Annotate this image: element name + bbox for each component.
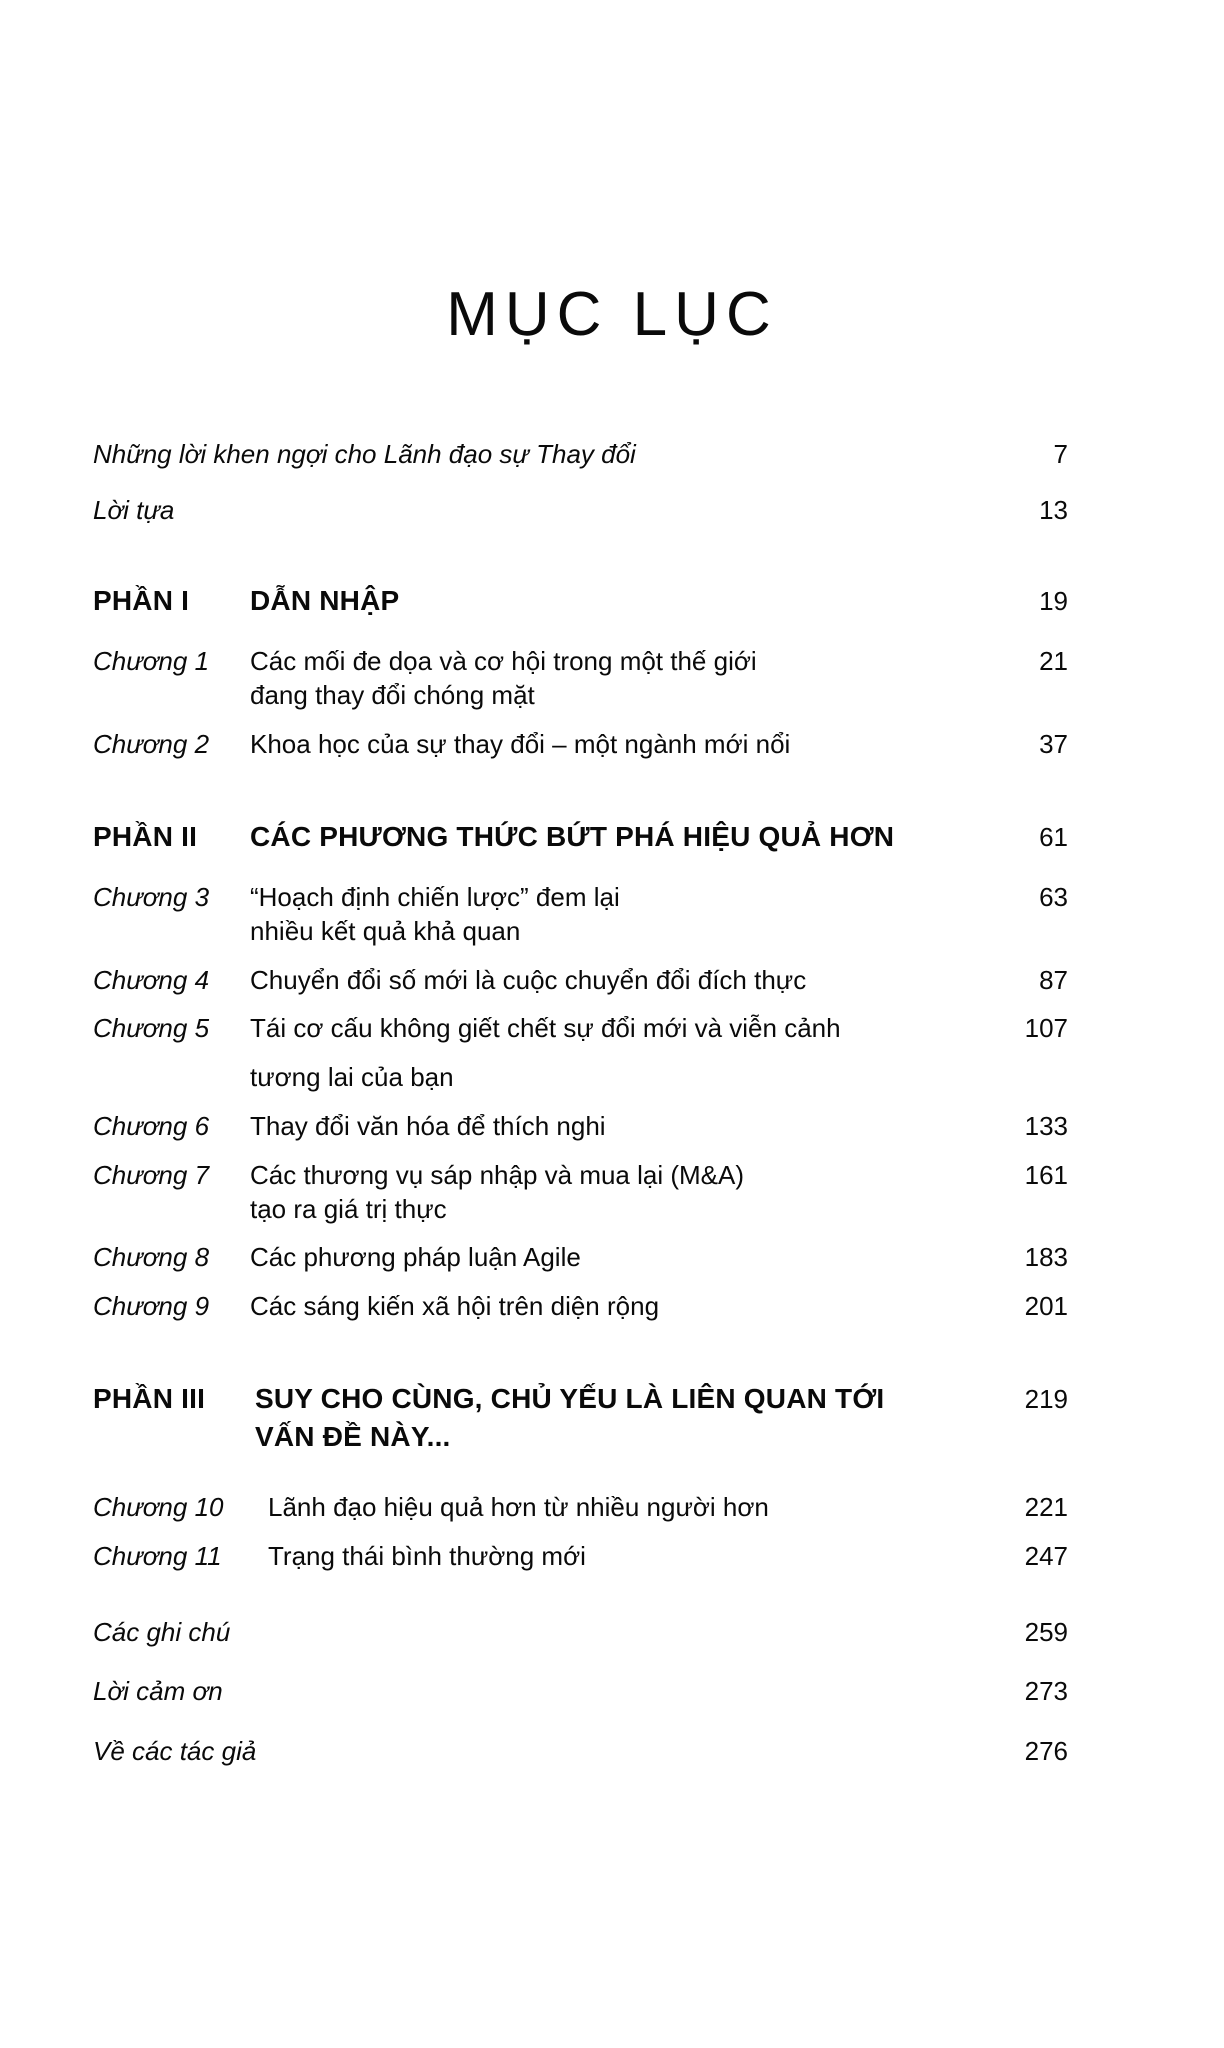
part-title-line: DẪN NHẬP [250, 584, 400, 616]
part-title-line: SUY CHO CÙNG, CHỦ YẾU LÀ LIÊN QUAN TỚI [255, 1382, 885, 1414]
toc-entry-chapter[interactable] [93, 1110, 1068, 1144]
chapter-page-number: 201 [1024, 1291, 1068, 1322]
toc-entry-chapter[interactable] [93, 1241, 1068, 1275]
part-label: PHẦN III [93, 1382, 206, 1414]
part-title [250, 582, 986, 620]
back-matter-list [93, 1616, 1068, 1769]
part-section-3 [93, 1380, 1068, 1574]
chapter-label: Chương 10 [93, 1492, 224, 1523]
chapter-title-line: Lãnh đạo hiệu quả hơn từ nhiều người hơn [268, 1492, 769, 1523]
toc-entry-front[interactable] [93, 438, 1068, 472]
chapter-title [268, 1491, 986, 1525]
part-page-number: 219 [1024, 1383, 1068, 1414]
chapter-list [93, 881, 1068, 1324]
chapter-title [250, 645, 986, 713]
entry-title: Những lời khen ngợi cho Lãnh đạo sự Thay đổi [93, 439, 636, 469]
chapter-page-number: 161 [1024, 1159, 1068, 1190]
chapter-title-line: Các mối đe dọa và cơ hội trong một thế giới [250, 646, 757, 677]
chapter-page-number: 107 [1024, 1013, 1068, 1044]
toc-entry-chapter[interactable] [93, 645, 1068, 713]
part-section-1 [93, 582, 1068, 762]
part-section-2 [93, 818, 1068, 1324]
chapter-page-number: 37 [1039, 728, 1068, 759]
toc-entry-back[interactable] [93, 1616, 1068, 1650]
chapter-title-line: nhiều kết quả khả quan [250, 915, 521, 946]
entry-page-number: 259 [1024, 1616, 1068, 1647]
entry-page-number: 276 [1024, 1736, 1068, 1767]
chapter-label: Chương 8 [93, 1242, 210, 1273]
entry-title: Lời tựa [93, 494, 175, 525]
chapter-title-line: Trạng thái bình thường mới [268, 1540, 586, 1571]
part-heading[interactable] [93, 818, 1068, 856]
chapter-page-number: 221 [1024, 1492, 1068, 1523]
chapter-title-line: Các thương vụ sáp nhập và mua lại (M&A) [250, 1159, 745, 1190]
part-label: PHẦN I [93, 584, 190, 616]
toc-entry-front[interactable] [93, 494, 1068, 528]
chapter-label: Chương 11 [93, 1540, 222, 1571]
chapter-title [250, 964, 986, 998]
chapter-label: Chương 6 [93, 1111, 210, 1141]
chapter-label: Chương 7 [93, 1159, 210, 1190]
chapter-title [250, 1012, 986, 1095]
toc-content [93, 438, 1068, 1795]
chapter-title-line: Thay đổi văn hóa để thích nghi [250, 1111, 606, 1141]
part-title [255, 1380, 986, 1455]
toc-entry-back[interactable] [93, 1675, 1068, 1709]
part-page-number: 61 [1039, 821, 1068, 852]
chapter-label: Chương 9 [93, 1291, 210, 1322]
toc-entry-chapter[interactable] [93, 1491, 1068, 1525]
toc-entry-chapter[interactable] [93, 728, 1068, 762]
chapter-label: Chương 3 [93, 882, 210, 913]
part-title [250, 818, 986, 856]
part-page-number: 19 [1039, 585, 1068, 616]
chapter-title-line: Tái cơ cấu không giết chết sự đổi mới và viễn cảnh [250, 1013, 841, 1044]
chapter-title-line: tạo ra giá trị thực [250, 1193, 447, 1224]
chapter-title-line: Các phương pháp luận Agile [250, 1242, 581, 1273]
entry-title: Các ghi chú [93, 1616, 231, 1647]
part-label: PHẦN II [93, 820, 198, 852]
toc-entry-chapter[interactable] [93, 881, 1068, 949]
chapter-title [250, 1159, 986, 1227]
chapter-list [93, 1491, 1068, 1574]
toc-entry-chapter[interactable] [93, 1012, 1068, 1095]
chapter-title-line: Các sáng kiến xã hội trên diện rộng [250, 1291, 660, 1322]
chapter-title [268, 1540, 986, 1574]
chapter-page-number: 247 [1024, 1540, 1068, 1571]
front-matter-list [93, 438, 1068, 528]
chapter-label: Chương 1 [93, 646, 210, 677]
part-heading[interactable] [93, 582, 1068, 620]
entry-page-number: 273 [1024, 1676, 1068, 1707]
chapter-title-line: Khoa học của sự thay đổi – một ngành mới nổi [250, 728, 791, 759]
chapter-title [250, 881, 986, 949]
chapter-label: Chương 2 [93, 728, 210, 759]
chapter-page-number: 183 [1024, 1242, 1068, 1273]
chapter-page-number: 87 [1039, 964, 1068, 995]
chapter-page-number: 21 [1039, 646, 1068, 677]
part-heading[interactable] [93, 1380, 1068, 1455]
part-title-line: VẤN ĐỀ NÀY... [255, 1420, 451, 1452]
chapter-label: Chương 5 [93, 1013, 210, 1044]
page-title: MỤC LỤC [446, 280, 778, 349]
entry-page-number: 13 [1039, 494, 1068, 525]
chapter-title [250, 1290, 986, 1324]
toc-entry-chapter[interactable] [93, 1159, 1068, 1227]
toc-entry-chapter[interactable] [93, 964, 1068, 998]
chapter-page-number: 133 [1024, 1111, 1068, 1141]
chapter-title-line: đang thay đổi chóng mặt [250, 679, 535, 710]
entry-page-number: 7 [1053, 439, 1068, 469]
entry-title: Lời cảm ơn [93, 1676, 223, 1707]
chapter-label: Chương 4 [93, 964, 210, 995]
chapter-title-line: tương lai của bạn [250, 1062, 454, 1093]
part-title-line: CÁC PHƯƠNG THỨC BỨT PHÁ HIỆU QUẢ HƠN [250, 820, 895, 852]
toc-entry-back[interactable] [93, 1735, 1068, 1769]
entry-title: Về các tác giả [93, 1736, 257, 1767]
chapter-list [93, 645, 1068, 761]
chapter-title [250, 1241, 986, 1275]
chapter-title-line: “Hoạch định chiến lược” đem lại [250, 882, 620, 913]
chapter-title-line: Chuyển đổi số mới là cuộc chuyển đổi đích thực [250, 964, 807, 995]
chapter-page-number: 63 [1039, 882, 1068, 913]
chapter-title [250, 728, 986, 762]
chapter-title [250, 1110, 986, 1144]
toc-entry-chapter[interactable] [93, 1290, 1068, 1324]
toc-entry-chapter[interactable] [93, 1540, 1068, 1574]
